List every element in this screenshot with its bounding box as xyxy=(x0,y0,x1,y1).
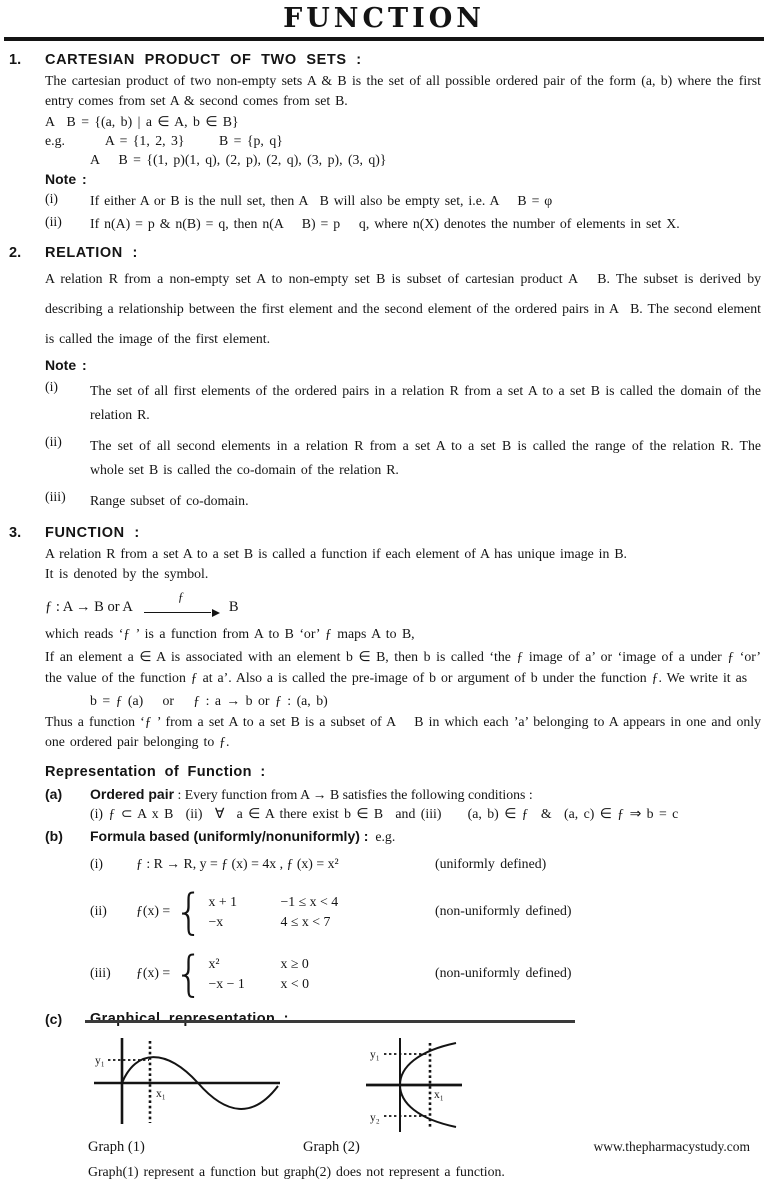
write-forms-line: b = ƒ (a) or ƒ : a → b or ƒ : (a, b) xyxy=(90,693,328,709)
condition: 4 ≤ x < 7 xyxy=(280,913,331,929)
graph-1-sine-plot xyxy=(88,1035,288,1127)
piecewise-row xyxy=(209,975,309,992)
watermark-url: www.thepharmacystudy.com xyxy=(593,1139,750,1155)
x1-label: x₁ xyxy=(156,1088,166,1101)
ordered-pair-line xyxy=(90,786,533,803)
graphs-row xyxy=(88,1035,768,1135)
item-letter: (c) xyxy=(45,1011,63,1028)
conditions-line: (i) ƒ ⊂ A x B (ii) ∀ a ∈ A there exist b ∈ B and (iii) (a, b) ∈ ƒ & (a, c) ∈ ƒ ⇒ b = c xyxy=(90,806,679,822)
expression: −x − 1 xyxy=(208,975,245,991)
condition: x ≥ 0 xyxy=(280,955,309,971)
note-text: The set of all first elements of the ordered pairs in a relation R from a set A to a set B is called the domain of the relation R. xyxy=(90,382,761,423)
formula-item-3 xyxy=(90,944,768,1001)
piecewise-row xyxy=(209,955,309,972)
reads-line: which reads ‘ƒ ’ is a function from A to B ‘or’ ƒ maps A to B, xyxy=(45,626,415,642)
defined-tag: (non-uniformly defined) xyxy=(435,965,572,981)
piecewise-row xyxy=(209,893,339,910)
piecewise-brace: { xyxy=(174,944,204,1001)
x1-label: x₁ xyxy=(434,1089,444,1102)
condition: −1 ≤ x < 4 xyxy=(280,893,339,909)
note-number: (i) xyxy=(45,190,59,206)
expression: −x xyxy=(208,913,224,929)
title-divider xyxy=(4,37,764,41)
note-item xyxy=(0,191,761,211)
piecewise-row xyxy=(209,913,339,930)
formula-based-label: Formula based (uniformly/nonuniformly) : xyxy=(90,828,369,845)
set-builder-formula: A B = {(a, b) | a ∈ A, b ∈ B} xyxy=(45,113,239,129)
function-def-paragraph: A relation R from a set A to a set B is called a function if each element of A has unique image in B. xyxy=(45,545,627,561)
example-line xyxy=(45,133,761,149)
y1-label: y₁ xyxy=(370,1049,380,1062)
rep-item-a xyxy=(0,786,761,803)
page-title: FUNCTION xyxy=(283,3,485,34)
ordered-pair-label: Ordered pair xyxy=(90,786,175,803)
note-number: (i) xyxy=(45,378,59,394)
note-item xyxy=(0,434,761,483)
note-number: (ii) xyxy=(45,433,62,449)
section-number: 3. xyxy=(9,524,22,541)
section-1-header xyxy=(0,52,768,68)
note-label: Note : xyxy=(45,356,87,373)
formula-based-line xyxy=(90,828,395,845)
item-number: (iii) xyxy=(90,965,111,981)
eg-label: e.g. xyxy=(375,829,396,845)
item-letter: (a) xyxy=(45,786,63,803)
graph-2-caption: Graph (2) xyxy=(303,1139,360,1156)
fx-label: ƒ(x) = xyxy=(136,965,171,981)
note-text: If n(A) = p & n(B) = q, then n(A B) = p q, where n(X) denotes the number of elements in set X. xyxy=(90,216,680,232)
note-item xyxy=(0,379,761,428)
note-label: Note : xyxy=(45,170,87,187)
y1-label: y₁ xyxy=(95,1055,105,1068)
thus-paragraph: Thus a function ‘ƒ ’ from a set A to a set B is a subset of A B in which each ’a’ belonging to A appears in one and only one ordered pair belonging to ƒ. xyxy=(45,714,761,749)
section-2-header xyxy=(0,245,768,261)
note-text: If either A or B is the null set, then A B will also be empty set, i.e. A B = φ xyxy=(90,192,553,208)
item-number: (ii) xyxy=(90,903,107,919)
eg-product-line: A B = {(1, p)(1, q), (2, p), (2, q), (3, p), (3, q)} xyxy=(90,151,387,167)
piecewise-rows xyxy=(209,955,309,992)
rep-item-b xyxy=(0,828,761,845)
piecewise-rows xyxy=(209,893,339,930)
section-number: 1. xyxy=(9,52,22,69)
expression: x + 1 xyxy=(208,893,237,909)
arrow-f-label: ƒ xyxy=(177,590,184,605)
note-item xyxy=(0,214,761,234)
formula-item-1 xyxy=(90,853,768,875)
bottom-divider xyxy=(85,1020,575,1023)
note-text: The set of all second elements in a relation R from a set A to a set B is called the range of the relation R. The whole set B is called the co-domain of the relation R. xyxy=(90,437,761,478)
function-notation xyxy=(45,590,768,620)
y2-label: y₂ xyxy=(370,1112,380,1125)
piecewise-brace: { xyxy=(174,882,204,939)
formula-item-2 xyxy=(90,882,768,939)
defined-tag: (uniformly defined) xyxy=(435,856,547,872)
note-item xyxy=(0,489,761,514)
conclusion-line: Graph(1) represent a function but graph(2) does not represent a function. xyxy=(88,1164,505,1180)
captions-row xyxy=(88,1139,768,1156)
item-number: (i) xyxy=(90,856,104,872)
defined-tag: (non-uniformly defined) xyxy=(435,903,572,919)
expression: x² xyxy=(208,955,220,971)
graph-1-caption: Graph (1) xyxy=(88,1139,145,1156)
cartesian-paragraph: The cartesian product of two non-empty sets A & B is the set of all possible ordered pair of the form (a, b) where the first entry comes from set A & second comes from set B. xyxy=(45,73,761,108)
fx-label: ƒ(x) = xyxy=(136,903,171,919)
notation-right: B xyxy=(228,598,239,615)
image-paragraph: If an element a ∈ A is associated with an element b ∈ B, then b is called ‘the ƒ image of a’ or ‘image of a under ƒ ‘or’ the value of the function ƒ at a’. Also a is called the pre-image of b or argument of b under the function ƒ. We write it as xyxy=(45,649,761,686)
condition: x < 0 xyxy=(280,975,309,991)
relation-paragraph: A relation R from a non-empty set A to non-empty set B is subset of cartesian product A B. The subset is derived by describing a relationship between the first element and the second element of the ordered pairs in A B. The second element is called the image of the first element. xyxy=(45,270,761,346)
representation-heading: Representation of Function : xyxy=(45,764,266,781)
section-title: FUNCTION : xyxy=(45,524,140,541)
denoted-line: It is denoted by the symbol. xyxy=(45,566,209,582)
note-text: Range subset of co-domain. xyxy=(90,493,249,509)
section-3-header xyxy=(0,525,768,541)
mapping-arrow-icon xyxy=(142,590,220,620)
eg-label: e.g. xyxy=(45,132,65,148)
graph-2-parabola-plot xyxy=(360,1035,468,1135)
note-number: (ii) xyxy=(45,214,62,230)
ordered-pair-text: : Every function from A → B satisfies the following conditions : xyxy=(174,787,533,803)
notation-left: ƒ : A → B or A xyxy=(45,598,133,615)
eg-sets: A = {1, 2, 3} B = {p, q} xyxy=(104,132,283,148)
formula-text: ƒ : R → R, y = ƒ (x) = 4x , ƒ (x) = x² xyxy=(136,856,339,872)
section-number: 2. xyxy=(9,244,22,261)
section-title: RELATION : xyxy=(45,244,138,261)
section-title: CARTESIAN PRODUCT OF TWO SETS : xyxy=(45,52,362,69)
item-letter: (b) xyxy=(45,828,63,845)
note-number: (iii) xyxy=(45,489,66,505)
